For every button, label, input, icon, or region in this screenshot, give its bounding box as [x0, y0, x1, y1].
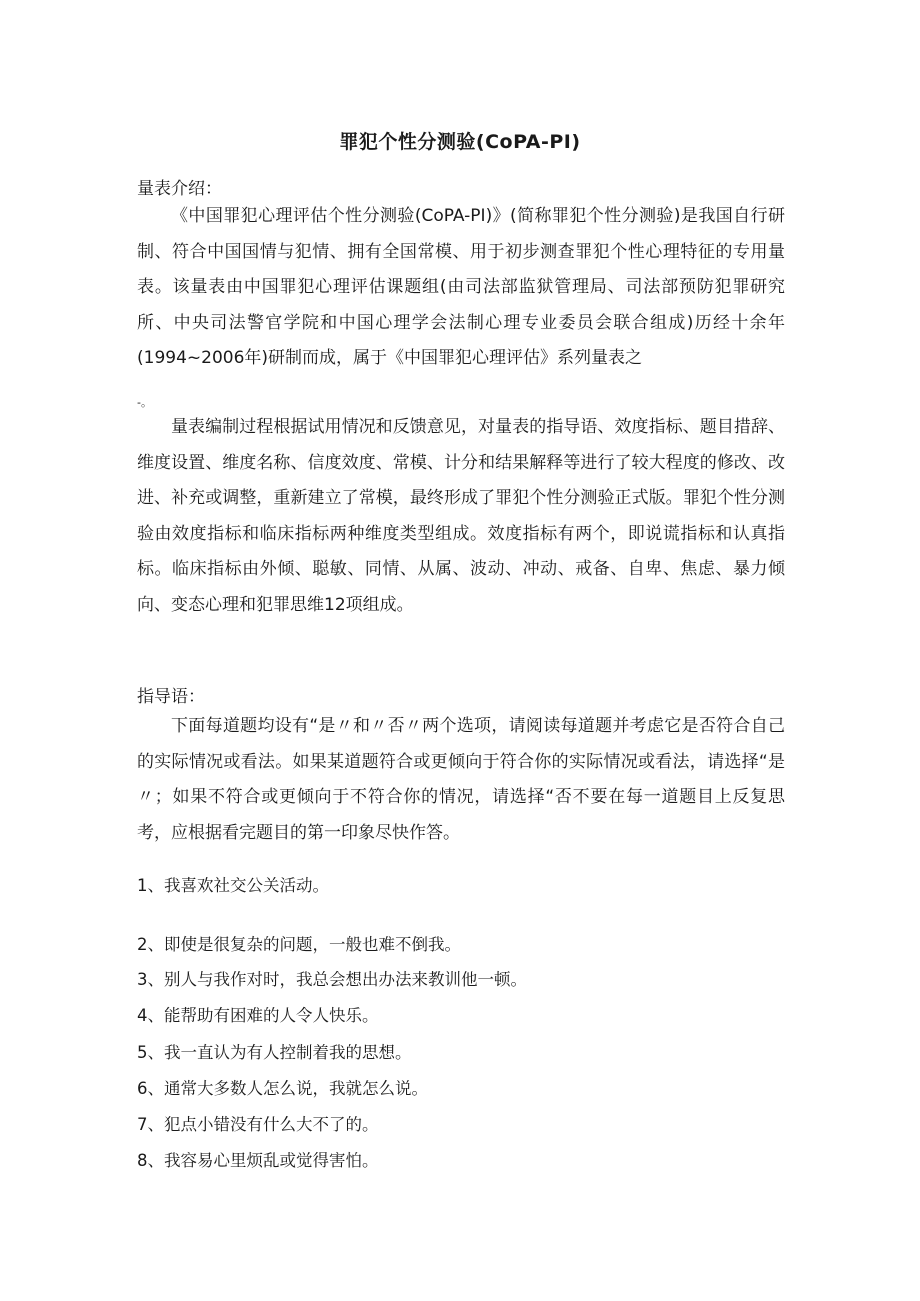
- question-item-1: 1、我喜欢社交公关活动。: [137, 876, 329, 895]
- question-item-6: 6、通常大多数人怎么说，我就怎么说。: [137, 1079, 428, 1098]
- guide-heading: 指导语：: [137, 687, 205, 707]
- intro-paragraph-2: 量表编制过程根据试用情况和反馈意见，对量表的指导语、效度指标、题目措辞、维度设置、维度名称、信度效度、常模、计分和结果解释等进行了较大程度的修改、改进、补充或调整，重新建立了常模，最终形成了罪犯个性分测验正式版。罪犯个性分测验由效度指标和临床指标两种维度类型组成。效度指标有两个，即说谎指标和认真指标。临床指标由外倾、聪敏、同情、从属、波动、冲动、戒备、自卑、焦虑、暴力倾向、变态心理和犯罪思维12项组成。: [137, 417, 785, 615]
- intro-paragraph-1-tail: -。: [137, 396, 152, 409]
- question-item-7: 7、犯点小错没有什么大不了的。: [137, 1115, 379, 1134]
- question-item-2: 2、即使是很复杂的问题，一般也难不倒我。: [137, 935, 461, 954]
- question-item-4: 4、能帮助有困难的人令人快乐。: [137, 1006, 379, 1025]
- guide-paragraph: 下面每道题均设有“是〃和〃否〃两个选项，请阅读每道题并考虑它是否符合自己的实际情况或看法。如果某道题符合或更倾向于符合你的实际情况或看法，请选择“是〃；如果不符合或更倾向于不符合你的情况，请选择“否不要在每一道题目上反复思考，应根据看完题目的第一印象尽快作答。: [137, 716, 785, 843]
- question-item-3: 3、别人与我作对时，我总会想出办法来教训他一顿。: [137, 970, 527, 989]
- question-item-5: 5、我一直认为有人控制着我的思想。: [137, 1043, 412, 1062]
- question-item-8: 8、我容易心里烦乱或觉得害怕。: [137, 1151, 379, 1170]
- intro-paragraph-1: 《中国罪犯心理评估个性分测验(CoPA-PI)》(简称罪犯个性分测验)是我国自行研制、符合中国国情与犯情、拥有全国常模、用于初步测查罪犯个性心理特征的专用量表。该量表由中国罪犯心理评估课题组(由司法部监狱管理局、司法部预防犯罪研究所、中央司法警官学院和中国心理学会法制心理专业委员会联合组成)历经十余年(1994~2006年)研制而成，属于《中国罪犯心理评估》系列量表之: [137, 206, 785, 368]
- document-title: 罪犯个性分测验(CoPA-PI): [339, 131, 581, 153]
- intro-heading: 量表介绍：: [137, 179, 222, 199]
